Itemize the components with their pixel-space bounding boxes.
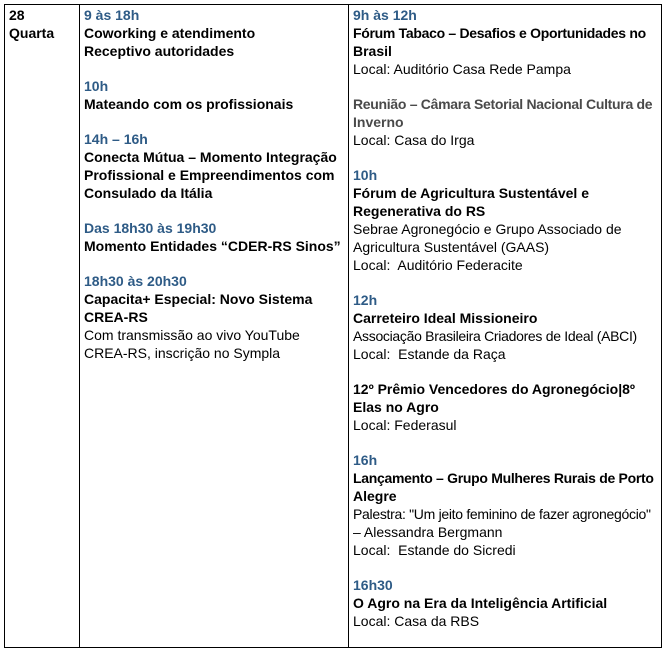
event-location bbox=[353, 131, 657, 149]
location-label: Local: bbox=[353, 417, 391, 433]
event-description: Com transmissão ao vivo YouTube bbox=[84, 327, 300, 343]
event-title: Carreteiro Ideal Missioneiro bbox=[353, 310, 538, 326]
event-item bbox=[353, 451, 657, 559]
event-location bbox=[353, 256, 657, 274]
schedule-row bbox=[5, 5, 662, 648]
event-item bbox=[353, 291, 657, 363]
event-time: 14h – 16h bbox=[84, 131, 148, 147]
event-title: Elas no Agro bbox=[353, 399, 439, 415]
event-description: Palestra: "Um jeito feminino de fazer agronegócio" bbox=[353, 506, 651, 522]
day-number: 28 bbox=[9, 7, 25, 23]
event-item bbox=[353, 380, 657, 434]
event-title: Mateando com os profissionais bbox=[84, 96, 294, 112]
event-time: Das 18h30 às 19h30 bbox=[84, 220, 217, 236]
day-cell bbox=[5, 5, 80, 648]
event-description: Sebrae Agronegócio e Grupo Associado de bbox=[353, 221, 622, 237]
event-time: 10h bbox=[353, 167, 378, 183]
event-time: 9 às 18h bbox=[84, 7, 140, 23]
events-column-right bbox=[349, 5, 662, 648]
event-title: Consulado da Itália bbox=[84, 185, 213, 201]
event-item bbox=[84, 130, 344, 202]
event-time: 18h30 às 20h30 bbox=[84, 273, 187, 289]
event-location bbox=[353, 416, 657, 434]
event-time: 9h às 12h bbox=[353, 7, 417, 23]
event-item bbox=[353, 6, 657, 78]
event-title: Receptivo autoridades bbox=[84, 43, 235, 59]
event-title: Reunião – Câmara Setorial Nacional Cultura de bbox=[353, 96, 653, 112]
event-time: 12h bbox=[353, 292, 378, 308]
day-weekday: Quarta bbox=[9, 25, 55, 41]
event-description: Agricultura Sustentável (GAAS) bbox=[353, 239, 550, 255]
event-location bbox=[353, 345, 657, 363]
event-title: Momento Entidades “CDER-RS Sinos” bbox=[84, 238, 341, 254]
location-label: Local: bbox=[353, 613, 391, 629]
event-title: Regenerativa do RS bbox=[353, 203, 486, 219]
event-item bbox=[84, 6, 344, 60]
event-title: Alegre bbox=[353, 488, 397, 504]
event-title: Conecta Mútua – Momento Integração bbox=[84, 149, 337, 165]
event-item bbox=[84, 219, 344, 255]
event-item bbox=[353, 95, 657, 149]
event-title: Fórum Tabaco – Desafios e Oportunidades no bbox=[353, 25, 646, 41]
schedule-table bbox=[4, 4, 662, 648]
event-title: Coworking e atendimento bbox=[84, 25, 256, 41]
location-value: Auditório Federacite bbox=[390, 257, 523, 273]
event-title: Capacita+ Especial: Novo Sistema bbox=[84, 291, 313, 307]
event-location bbox=[353, 612, 657, 630]
event-description: CREA-RS, inscrição no Sympla bbox=[84, 345, 281, 361]
event-title: Brasil bbox=[353, 43, 392, 59]
events-column-left bbox=[80, 5, 349, 648]
event-title: Fórum de Agricultura Sustentável e bbox=[353, 185, 589, 201]
event-title: O Agro na Era da Inteligência Artificial bbox=[353, 595, 608, 611]
location-value: Casa da RBS bbox=[390, 613, 480, 629]
event-time: 16h bbox=[353, 452, 378, 468]
location-value: Federasul bbox=[390, 417, 457, 433]
event-description: Associação Brasileira Criadores de Ideal (ABCI) bbox=[353, 328, 637, 344]
event-item bbox=[84, 272, 344, 362]
location-label: Local: bbox=[353, 61, 391, 77]
event-description: – Alessandra Bergmann bbox=[353, 524, 503, 540]
location-label: Local: bbox=[353, 257, 391, 273]
event-item bbox=[353, 166, 657, 274]
event-title: 12º Prêmio Vencedores do Agronegócio|8º bbox=[353, 381, 636, 397]
event-location bbox=[353, 60, 657, 78]
location-label: Local: bbox=[353, 346, 391, 362]
location-value: Estande do Sicredi bbox=[390, 542, 516, 558]
event-title: Lançamento – Grupo Mulheres Rurais de Porto bbox=[353, 470, 654, 486]
event-time: 10h bbox=[84, 78, 109, 94]
event-location bbox=[353, 541, 657, 559]
location-value: Auditório Casa Rede Pampa bbox=[390, 61, 571, 77]
event-item bbox=[84, 77, 344, 113]
location-value: Estande da Raça bbox=[390, 346, 506, 362]
location-label: Local: bbox=[353, 542, 391, 558]
event-title: CREA-RS bbox=[84, 309, 148, 325]
event-title: Inverno bbox=[353, 114, 404, 130]
location-value: Casa do Irga bbox=[390, 132, 475, 148]
event-time: 16h30 bbox=[353, 577, 393, 593]
event-title: Profissional e Empreendimentos com bbox=[84, 167, 335, 183]
location-label: Local: bbox=[353, 132, 391, 148]
event-item bbox=[353, 576, 657, 630]
